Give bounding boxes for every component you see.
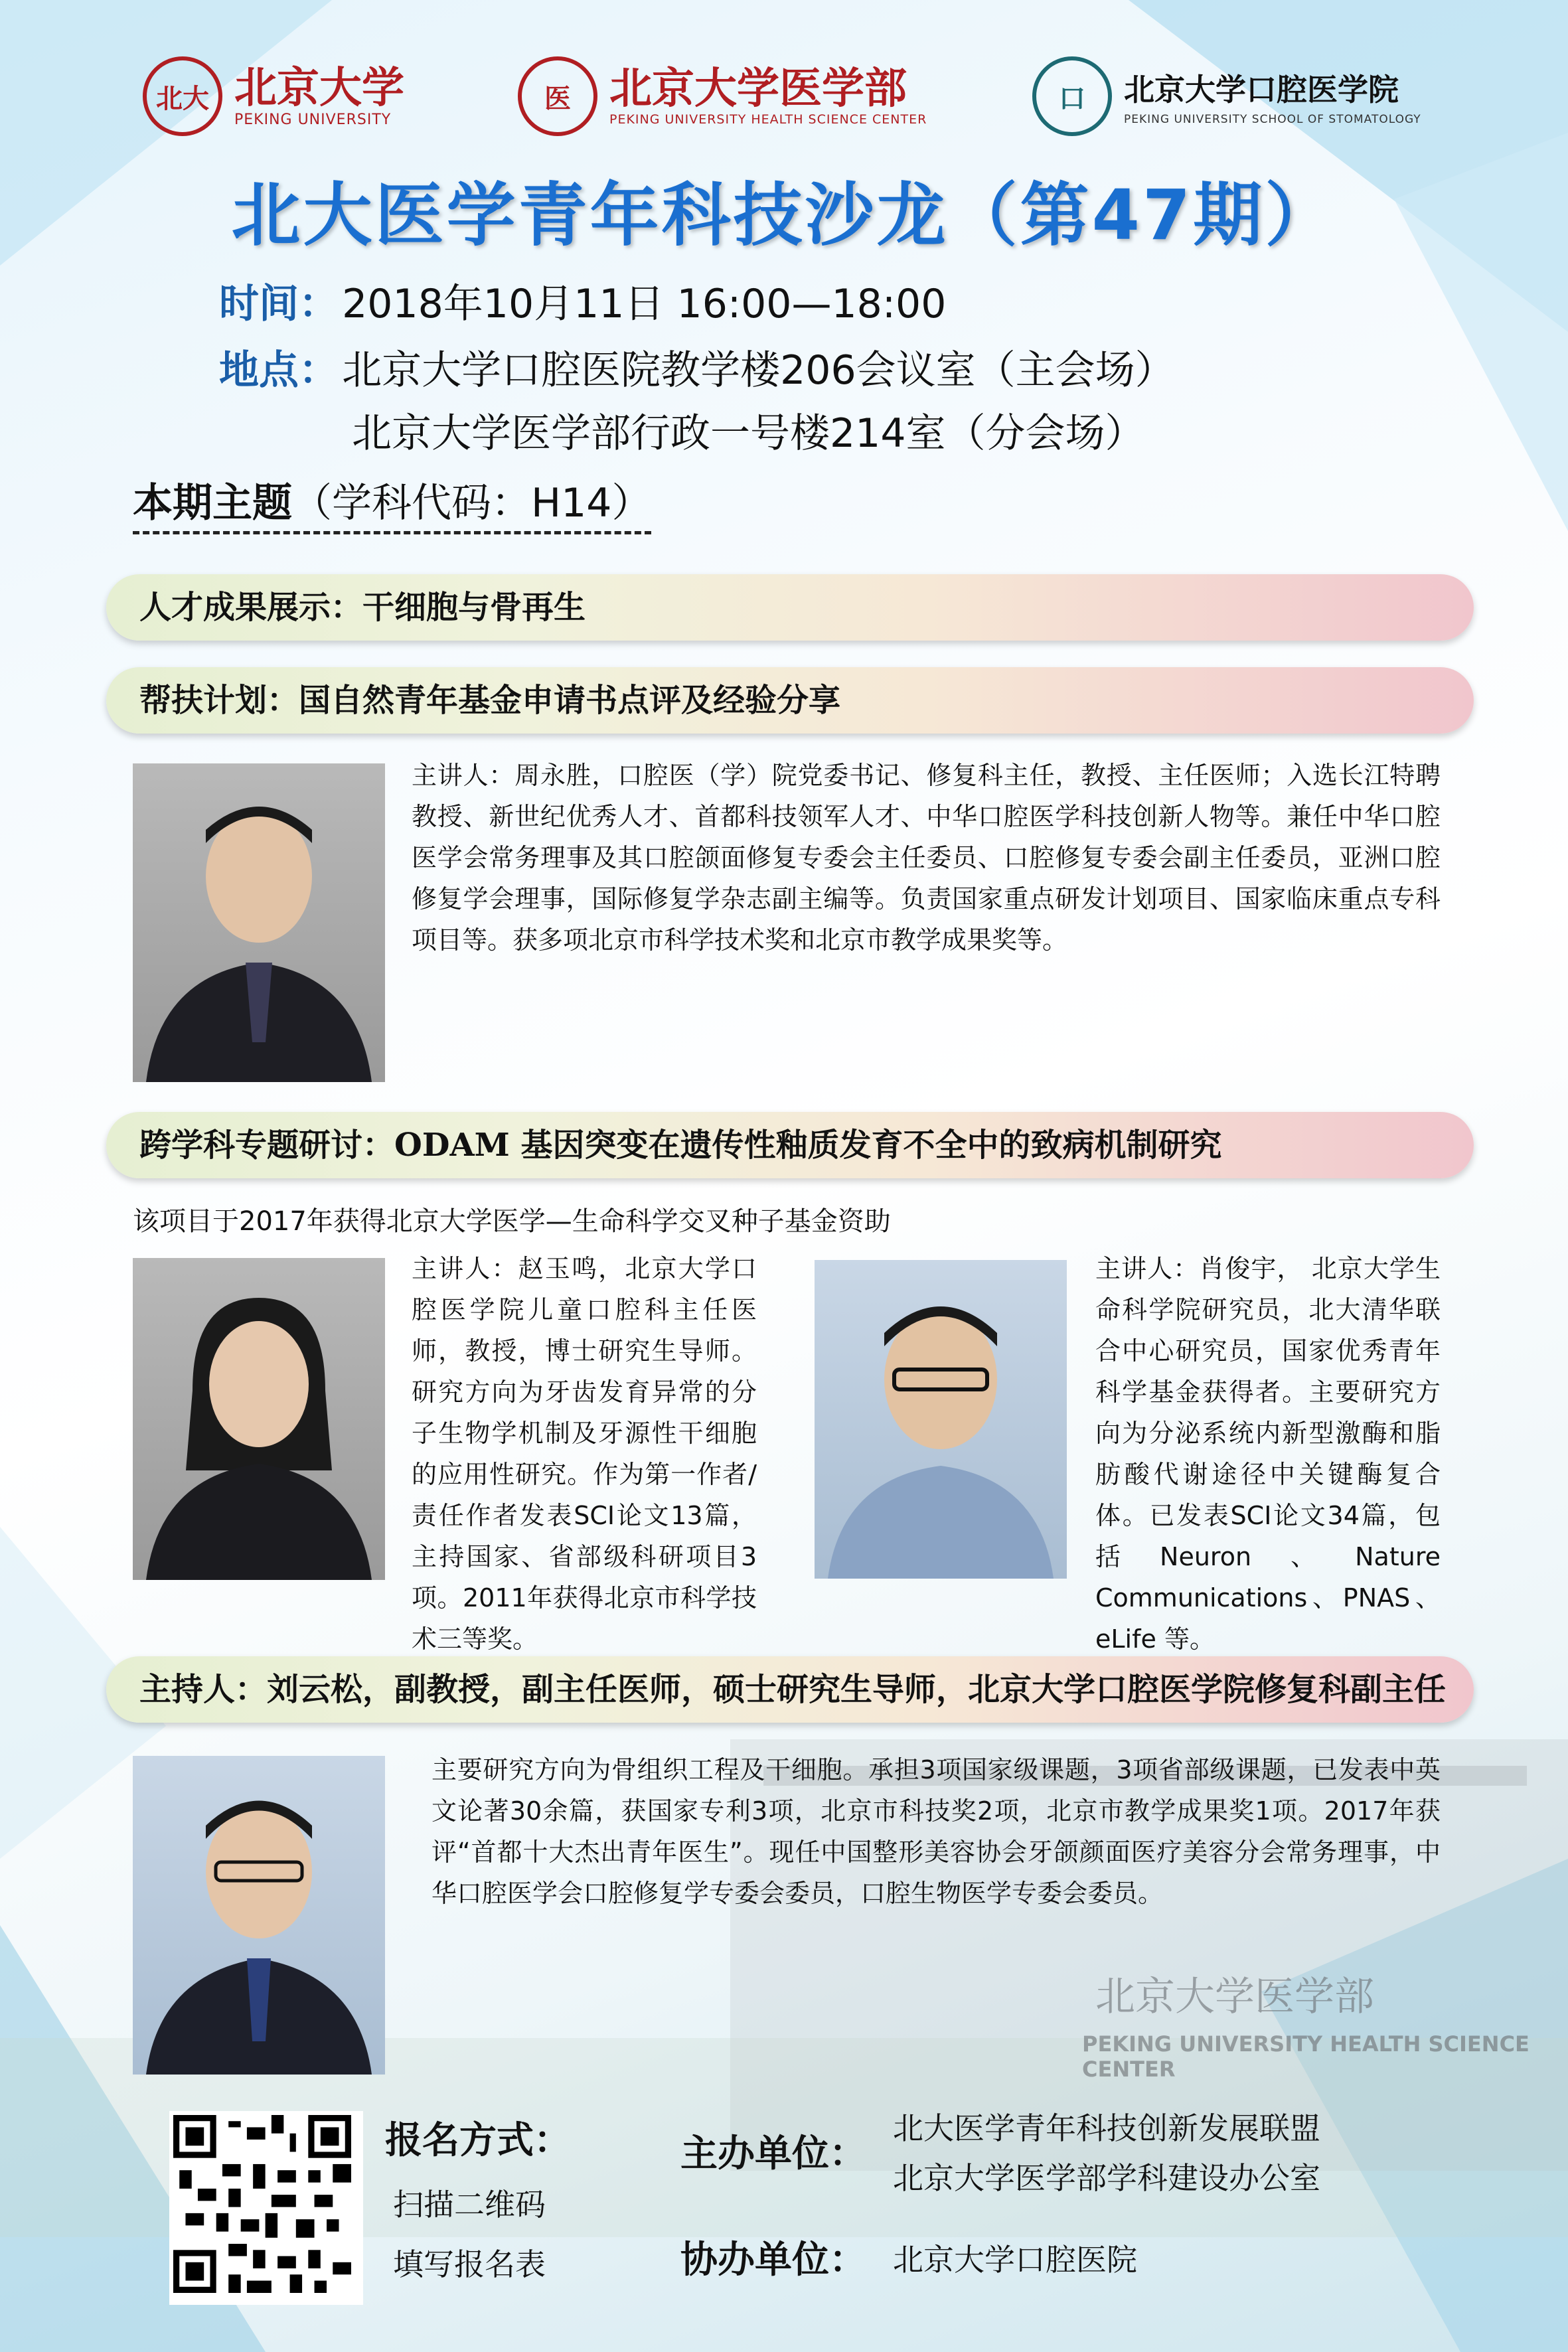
location-line1: 北京大学口腔医院教学楼206会议室（主会场） [342,347,1175,394]
registration-line1: 扫描二维码 [393,2187,546,2223]
qr-code-icon [173,2115,351,2293]
registration-label: 报名方式： [385,2118,571,2162]
co-organizer-value: 北京大学口腔医院 [893,2242,1137,2278]
page-title: 北大医学青年科技沙龙（第47期） [231,175,1337,256]
speaker1-portrait-icon [133,763,385,1082]
location-row [219,339,1175,396]
pku-seal-icon: 北大 [143,56,222,136]
cross-bar-text: 跨学科专题研讨：ODAM 基因突变在遗传性釉质发育不全中的致病机制研究 [139,1127,1222,1164]
pku-logo [143,53,404,139]
stomatology-logo [1032,53,1421,139]
pkuhsc-logo [518,53,927,139]
support-bar [106,667,1474,734]
co-organizer-label: 协办单位： [680,2238,866,2282]
speaker1-bio: 主讲人：周永胜，口腔医（学）院党委书记、修复科主任，教授、主任医师；入选长江特聘教授、新世纪优秀人才、首都科技领军人才、中华口腔医学科技创新人物等。兼任中华口腔医学会常务理事及其口腔颌面修复专委会主任委员、口腔修复专委会副主任委员，亚洲口腔修复学会理事，国际修复学杂志副主编等。负责国家重点研发计划项目、国家临床重点专科项目等。获多项北京市科学技术奖和北京市教学成果奖等。 [412,761,1441,955]
speaker3-bio: 主讲人：肖俊宇， 北京大学生命科学院研究员，北大清华联合中心研究员，国家优秀青年科学基金获得者。主要研究方向为分泌系统内新型激酶和脂肪酸代谢途径中关键酶复合体。已发表SCI论文34篇，包括Neuron、Nature Communications、PNAS、eLife 等。 [1095,1254,1441,1654]
speaker3-portrait-icon [815,1260,1067,1579]
host-bio: 主要研究方向为骨组织工程及干细胞。承担3项国家级课题，3项省部级课题，已发表中英文论著30余篇，获国家专利3项，北京市科技奖2项，北京市教学成果奖1项。2017年获评“首都十大杰出青年医生”。现任中国整形美容协会牙颌颜面医疗美容分会常务理事，中华口腔医学会口腔修复学专委会委员，口腔生物医学专委会委员。 [431,1755,1441,1908]
time-label: 时间： [219,281,339,327]
stomatology-logo-en: PEKING UNIVERSITY SCHOOL OF STOMATOLOGY [1124,113,1421,126]
speaker3-photo [815,1260,1067,1579]
registration-qr-code[interactable] [169,2111,363,2305]
registration-line2: 填写报名表 [393,2246,546,2282]
support-bar-text: 帮扶计划：国自然青年基金申请书点评及经验分享 [139,682,841,719]
topic-label: 本期主题 [133,480,292,526]
talent-bar-text: 人才成果展示：干细胞与骨再生 [139,589,586,626]
location-line2: 北京大学医学部行政一号楼214室（分会场） [352,410,1145,457]
pku-logo-en: PEKING UNIVERSITY [234,111,392,128]
host-bar-text: 主持人：刘云松，副教授，副主任医师，硕士研究生导师，北京大学口腔医学院修复科副主任 [139,1671,1447,1708]
pkuhsc-logo-cn: 北京大学医学部 [609,64,907,114]
speaker2-portrait-icon [133,1258,385,1580]
stomatology-seal-icon: 口 [1032,56,1112,136]
pkuhsc-seal-icon: 医 [518,56,597,136]
fund-note: 该项目于2017年获得北京大学医学—生命科学交叉种子基金资助 [133,1206,891,1237]
speaker1-photo [133,763,385,1082]
host-bar [106,1656,1474,1723]
time-value: 2018年10月11日 16:00—18:00 [342,281,947,327]
speaker2-photo [133,1258,385,1580]
building-sign-cn: 北京大学医学部 [1095,1974,1374,2020]
location-label: 地点： [219,347,339,394]
organizer-line1: 北大医学青年科技创新发展联盟 [893,2110,1320,2146]
speaker2-bio: 主讲人：赵玉鸣，北京大学口腔医学院儿童口腔科主任医师，教授，博士研究生导师。研究方向为牙齿发育异常的分子生物学机制及牙源性干细胞的应用性研究。作为第一作者/责任作者发表SCI论文13篇，主持国家、省部级科研项目3项。2011年获得北京市科学技术三等奖。 [412,1254,757,1654]
topic-code: （学科代码：H14） [292,480,652,526]
topic-heading [133,471,651,534]
pkuhsc-logo-en: PEKING UNIVERSITY HEALTH SCIENCE CENTER [609,112,927,127]
organizer-label: 主办单位： [680,2132,866,2175]
time-row [219,272,946,329]
host-portrait-icon [133,1756,385,2075]
stomatology-logo-cn: 北京大学口腔医学院 [1124,72,1399,108]
building-sign-en: PEKING UNIVERSITY HEALTH SCIENCE CENTER [1082,2031,1529,2082]
talent-bar [106,574,1474,641]
pku-logo-cn: 北京大学 [234,62,404,113]
host-photo [133,1756,385,2075]
cross-bar [106,1112,1474,1178]
organizer-line2: 北京大学医学部学科建设办公室 [893,2160,1320,2196]
